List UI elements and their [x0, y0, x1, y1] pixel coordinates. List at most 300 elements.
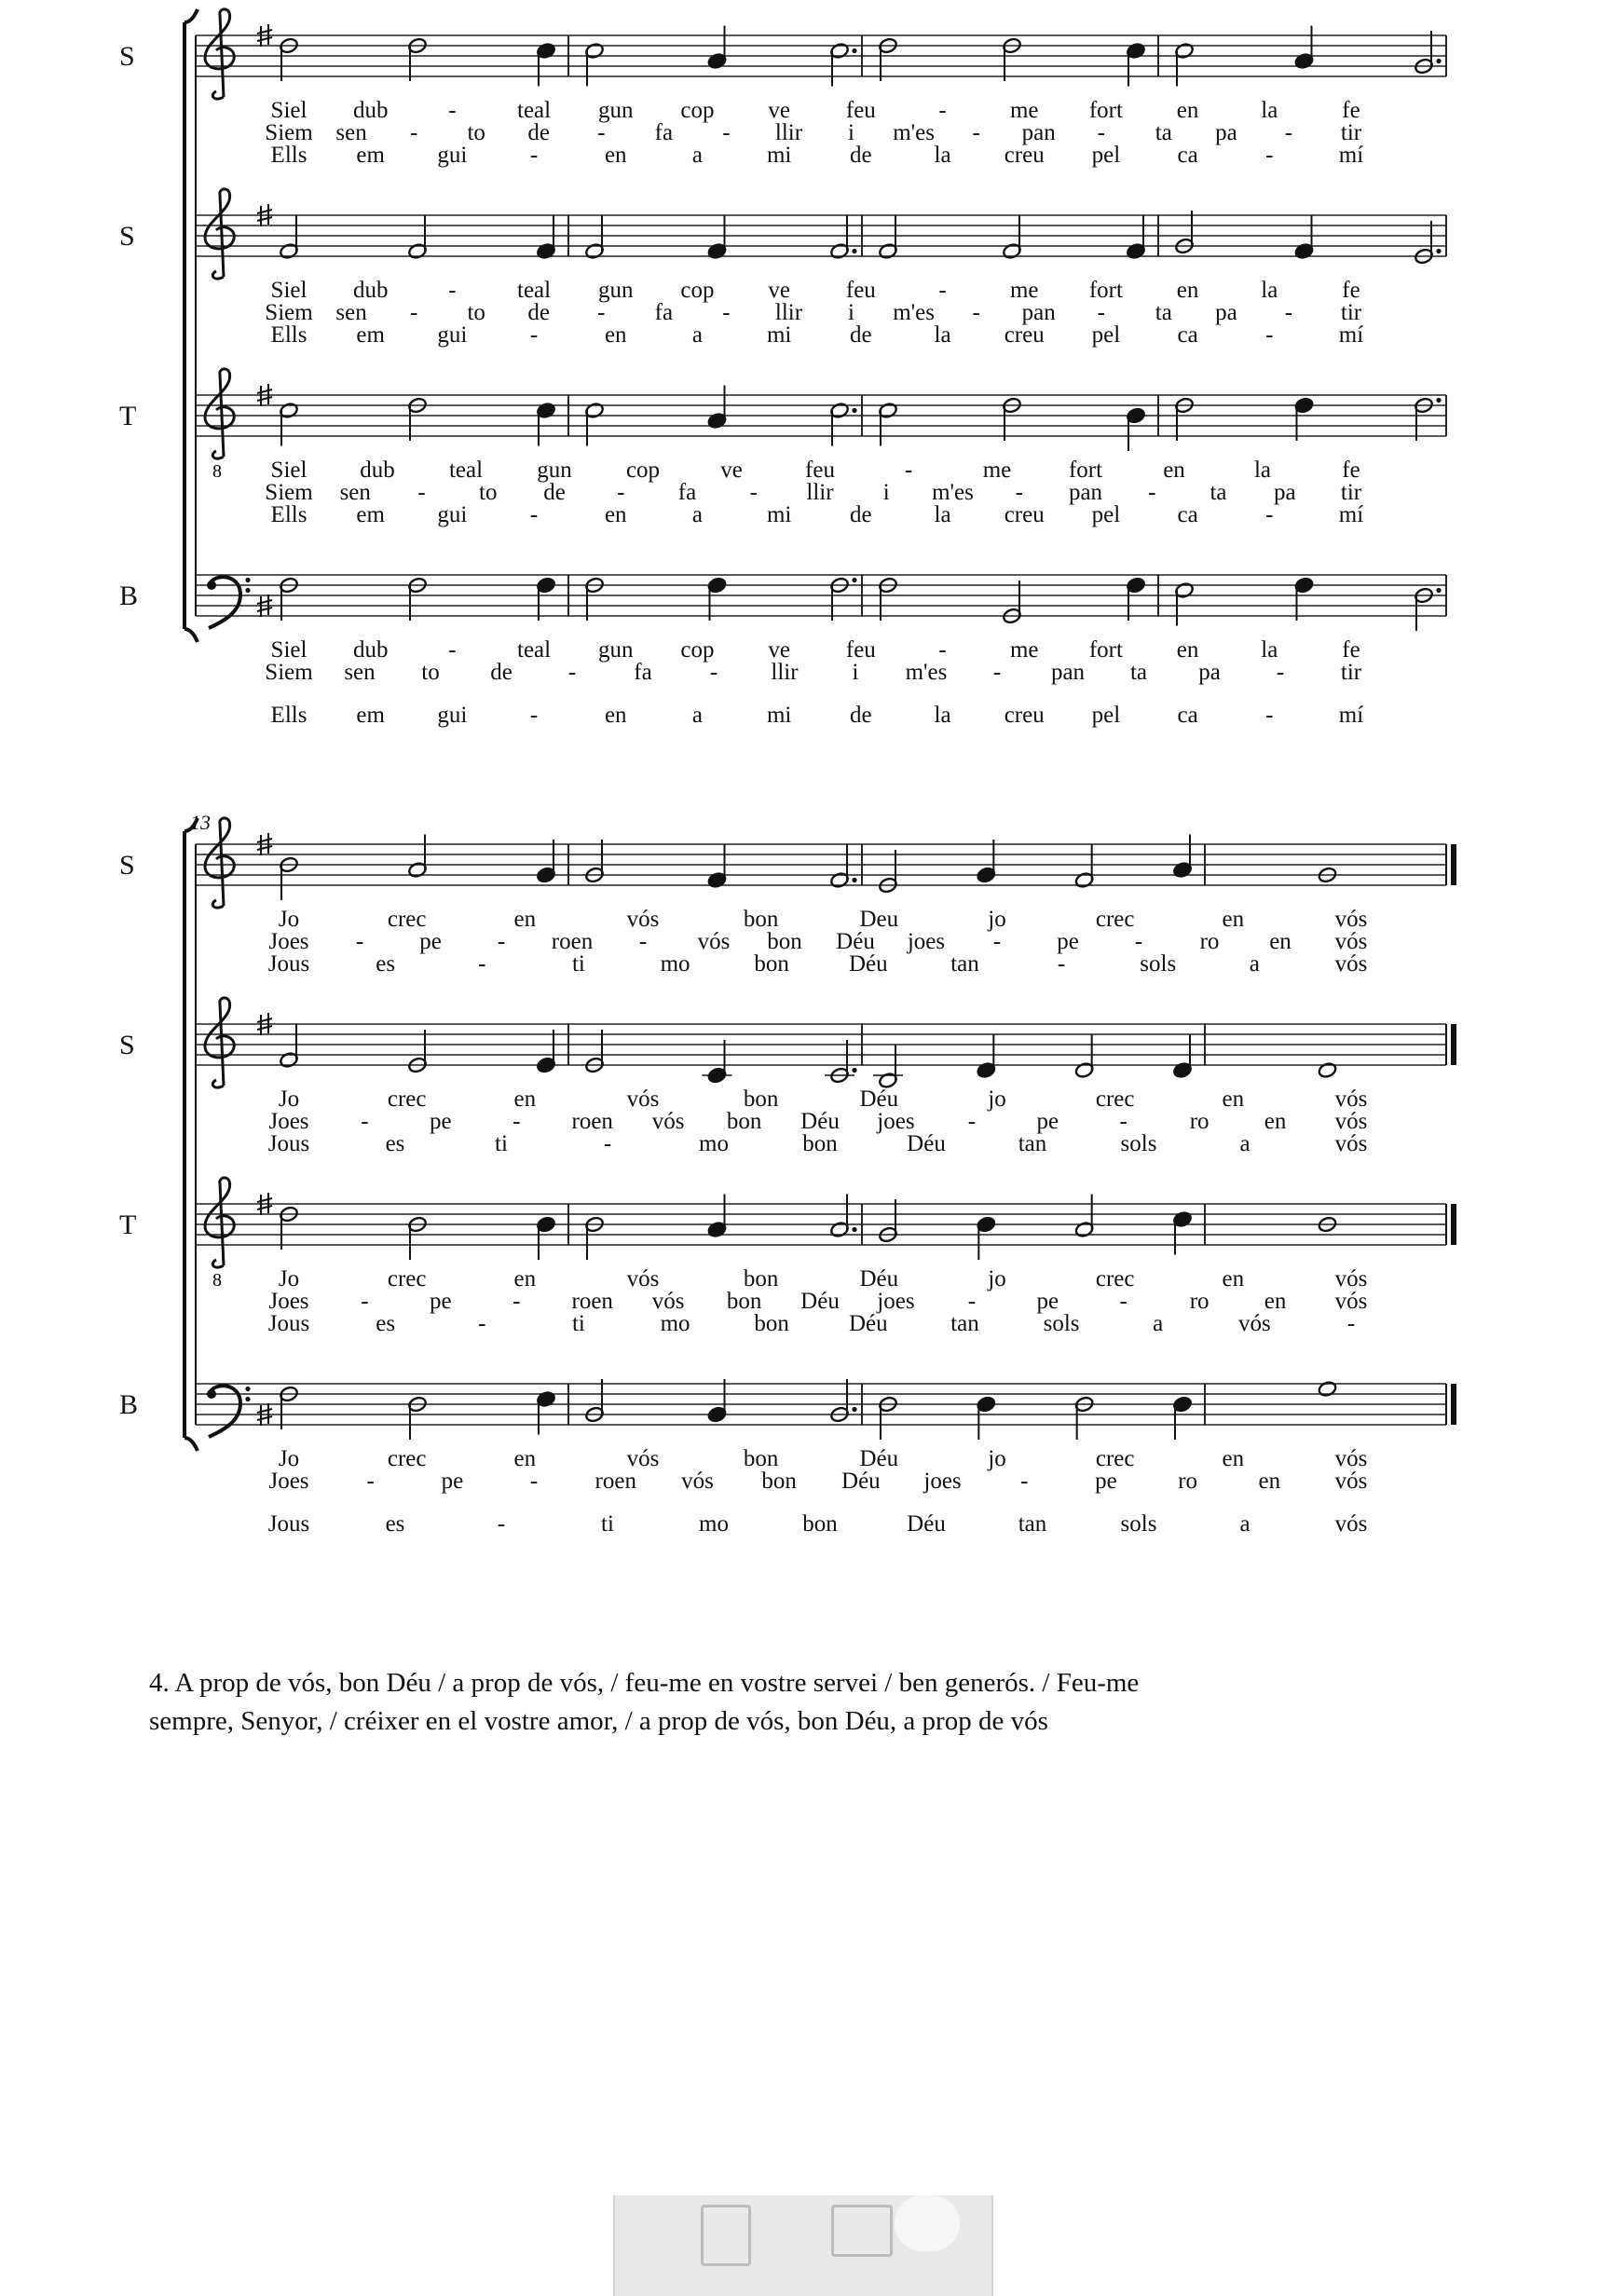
- lyric-syllable: -: [617, 480, 625, 505]
- lyric-syllable: m'es: [932, 480, 974, 505]
- lyric-syllable: -: [597, 120, 606, 145]
- lyric-syllable: sols: [1120, 1511, 1157, 1537]
- lyric-syllable: dub: [360, 458, 395, 483]
- lyric-syllable: en: [513, 1086, 537, 1112]
- lyric-syllable: teal: [517, 278, 552, 303]
- lyric-syllable: dub: [352, 278, 389, 303]
- lyric-syllable: -: [1276, 660, 1285, 685]
- lyric-syllable: -: [1097, 300, 1105, 325]
- lyric-syllable: Jo: [278, 1446, 300, 1471]
- lyric-syllable: ro: [1189, 1109, 1210, 1134]
- dot: [1436, 588, 1441, 593]
- lyric-syllable: mi: [766, 703, 792, 728]
- lyric-syllable: tan: [1018, 1511, 1047, 1537]
- lyric-syllable: creu: [1004, 703, 1045, 728]
- lyric-syllable: cop: [625, 458, 661, 483]
- lyric-syllable: ve: [720, 458, 743, 483]
- lyric-syllable: pe: [441, 1469, 464, 1494]
- lyric-syllable: en: [1264, 1109, 1287, 1134]
- lyric-syllable: feu: [805, 458, 835, 483]
- lyric-syllable: bon: [726, 1289, 762, 1314]
- lyric-syllable: -: [597, 300, 606, 325]
- bass-clef-dot: [207, 1389, 216, 1399]
- lyric-syllable: vós: [1334, 1086, 1368, 1112]
- lyric-syllable: joes: [907, 929, 946, 954]
- lyric-syllable: -: [638, 929, 648, 954]
- lyric-syllable: dub: [352, 98, 389, 123]
- lyric-syllable: -: [1346, 1311, 1356, 1336]
- dot: [852, 1407, 856, 1412]
- lyric-syllable: joes: [877, 1109, 915, 1134]
- lyric-syllable: en: [1176, 98, 1199, 123]
- voice-label: B: [119, 581, 139, 611]
- lyric-syllable: -: [1097, 120, 1105, 145]
- lyric-syllable: mo: [699, 1131, 729, 1156]
- lyric-syllable: m'es: [893, 300, 935, 325]
- lyric-syllable: la: [1261, 278, 1278, 303]
- lyric-syllable: -: [992, 660, 1002, 685]
- lyric-syllable: gun: [598, 637, 634, 663]
- lyric-syllable: crec: [1095, 1086, 1135, 1112]
- lyric-syllable: Déu: [848, 1311, 888, 1336]
- treble-clef-icon: [205, 189, 234, 279]
- lyric-syllable: -: [497, 929, 506, 954]
- lyric-syllable: i: [848, 120, 855, 145]
- lyric-syllable: em: [356, 322, 385, 348]
- window-icon: [895, 2195, 960, 2251]
- lyric-syllable: a: [691, 502, 704, 527]
- lyric-syllable: -: [709, 660, 718, 685]
- printer-icon: [701, 2205, 751, 2266]
- lyric-syllable: creu: [1004, 143, 1045, 168]
- lyric-syllable: crec: [387, 1086, 427, 1112]
- lyric-syllable: vós: [651, 1289, 685, 1314]
- lyric-syllable: -: [1265, 322, 1274, 348]
- lyric-syllable: cop: [680, 98, 715, 123]
- lyric-syllable: fort: [1068, 458, 1103, 483]
- lyric-syllable: feu: [845, 637, 876, 663]
- lyric-syllable: -: [409, 300, 418, 325]
- measure-number: 13: [190, 811, 211, 834]
- lyric-syllable: -: [529, 322, 539, 348]
- lyric-syllable: i: [882, 480, 890, 505]
- lyric-syllable: gui: [437, 143, 468, 168]
- bass-clef-dot: [245, 1387, 250, 1391]
- lyric-syllable: vós: [1334, 951, 1368, 977]
- lyric-syllable: -: [478, 951, 486, 977]
- dot: [852, 1068, 856, 1073]
- lyric-syllable: -: [448, 637, 457, 663]
- lyric-syllable: pe: [430, 1109, 452, 1134]
- lyric-syllable: gun: [598, 278, 634, 303]
- lyric-syllable: crec: [1095, 907, 1135, 932]
- lyric-syllable: Jo: [278, 907, 300, 932]
- dot: [852, 249, 856, 253]
- lyric-syllable: ti: [571, 1311, 585, 1336]
- lyric-syllable: bon: [761, 1469, 797, 1494]
- lyric-syllable: i: [848, 300, 855, 325]
- octave-eight: 8: [212, 461, 222, 482]
- lyric-syllable: ca: [1177, 502, 1198, 527]
- voice-label: T: [119, 1210, 137, 1240]
- lyric-syllable: vós: [1334, 1131, 1368, 1156]
- lyric-syllable: pe: [419, 929, 442, 954]
- lyric-syllable: Joes: [268, 1469, 309, 1494]
- lyric-syllable: sols: [1120, 1131, 1157, 1156]
- lyric-syllable: fort: [1088, 278, 1123, 303]
- lyric-syllable: -: [448, 98, 457, 123]
- lyric-syllable: bon: [802, 1131, 838, 1156]
- lyric-syllable: -: [938, 98, 947, 123]
- lyric-syllable: pel: [1091, 143, 1121, 168]
- final-barline: [1451, 1024, 1456, 1065]
- lyric-syllable: a: [691, 322, 704, 348]
- lyric-syllable: en: [513, 1446, 537, 1471]
- lyric-syllable: sen: [335, 120, 367, 145]
- lyric-syllable: la: [1261, 637, 1278, 663]
- lyric-syllable: -: [1265, 502, 1274, 527]
- lyric-syllable: la: [934, 143, 951, 168]
- lyric-syllable: Joes: [268, 1109, 309, 1134]
- lyric-syllable: ve: [768, 98, 790, 123]
- lyric-syllable: la: [934, 703, 951, 728]
- voice-label: S: [119, 1030, 135, 1060]
- lyric-syllable: ve: [768, 637, 790, 663]
- lyric-syllable: ca: [1177, 703, 1198, 728]
- lyric-syllable: tir: [1340, 300, 1362, 325]
- lyric-syllable: pe: [1095, 1469, 1117, 1494]
- octave-eight: 8: [212, 1270, 222, 1291]
- lyric-syllable: vós: [626, 1266, 660, 1292]
- dot: [1436, 249, 1441, 253]
- lyric-syllable: en: [513, 1266, 537, 1292]
- lyric-syllable: bon: [743, 1266, 779, 1292]
- lyric-syllable: Ells: [270, 703, 308, 728]
- lyric-syllable: mí: [1338, 703, 1364, 728]
- lyric-syllable: Déu: [841, 1469, 881, 1494]
- lyric-syllable: Siem: [265, 300, 313, 325]
- lyric-syllable: a: [691, 703, 704, 728]
- lyric-syllable: vós: [681, 1469, 714, 1494]
- lyric-syllable: -: [529, 1469, 539, 1494]
- lyric-syllable: tan: [1018, 1131, 1047, 1156]
- lyric-syllable: roen: [551, 929, 594, 954]
- lyric-syllable: -: [992, 929, 1002, 954]
- lyric-syllable: Siel: [270, 278, 308, 303]
- lyric-syllable: Siel: [270, 458, 308, 483]
- lyric-syllable: fe: [1342, 458, 1360, 483]
- lyric-syllable: fa: [634, 660, 652, 685]
- lyric-syllable: en: [1176, 637, 1199, 663]
- lyric-syllable: Ells: [270, 502, 308, 527]
- lyric-syllable: vós: [697, 929, 731, 954]
- film-icon: [831, 2205, 893, 2257]
- lyric-syllable: de: [850, 143, 872, 168]
- lyric-syllable: mo: [699, 1511, 729, 1537]
- lyric-syllable: ro: [1199, 929, 1220, 954]
- lyric-syllable: a: [1249, 951, 1260, 977]
- lyric-syllable: Deu: [859, 907, 899, 932]
- final-barline: [1451, 844, 1456, 885]
- lyric-syllable: -: [529, 502, 539, 527]
- treble-clef-icon: [205, 369, 234, 458]
- lyric-syllable: joes: [923, 1469, 962, 1494]
- lyric-syllable: i: [852, 660, 859, 685]
- lyric-syllable: Joes: [268, 1289, 309, 1314]
- lyric-syllable: -: [1134, 929, 1143, 954]
- lyric-syllable: -: [497, 1511, 506, 1537]
- lyric-syllable: Ells: [270, 143, 308, 168]
- lyric-syllable: Déu: [859, 1086, 899, 1112]
- lyric-syllable: vós: [1334, 1469, 1368, 1494]
- lyric-syllable: bon: [743, 907, 779, 932]
- final-barline: [1451, 1384, 1456, 1425]
- lyric-syllable: Déu: [848, 951, 888, 977]
- lyric-syllable: Déu: [859, 1446, 899, 1471]
- treble-clef-icon: [205, 1178, 234, 1267]
- lyric-syllable: pe: [1057, 929, 1079, 954]
- lyric-syllable: crec: [387, 907, 427, 932]
- voice-label: T: [119, 401, 137, 431]
- voice-label: S: [119, 850, 135, 881]
- lyric-syllable: crec: [1095, 1266, 1135, 1292]
- lyric-syllable: dub: [352, 637, 389, 663]
- lyric-syllable: en: [604, 322, 627, 348]
- verse-line-1: 4. A prop de vós, bon Déu / a prop de vós, / feu-me en vostre servei / ben generós. / Feu-me: [149, 1668, 1140, 1698]
- lyric-syllable: Siem: [265, 120, 313, 145]
- voice-label: S: [119, 41, 135, 72]
- lyric-syllable: bon: [743, 1086, 779, 1112]
- lyric-syllable: Jo: [278, 1086, 300, 1112]
- lyric-syllable: joes: [877, 1289, 915, 1314]
- lyric-syllable: tan: [950, 1311, 979, 1336]
- lyric-syllable: -: [529, 703, 539, 728]
- lyric-syllable: de: [850, 703, 872, 728]
- lyric-syllable: a: [1153, 1311, 1164, 1336]
- lyric-syllable: a: [1239, 1511, 1250, 1537]
- lyric-syllable: -: [512, 1109, 521, 1134]
- lyric-syllable: pa: [1198, 660, 1221, 685]
- lyric-syllable: gun: [537, 458, 572, 483]
- lyric-syllable: pa: [1215, 300, 1237, 325]
- lyric-syllable: gui: [437, 322, 468, 348]
- lyric-syllable: Déu: [800, 1109, 840, 1134]
- lyric-syllable: a: [1239, 1131, 1250, 1156]
- lyric-syllable: tan: [950, 951, 979, 977]
- lyric-syllable: en: [604, 143, 627, 168]
- lyric-syllable: Jo: [278, 1266, 300, 1292]
- lyric-syllable: es: [385, 1131, 405, 1156]
- scanner-stamp: [613, 2195, 993, 2296]
- lyric-syllable: en: [1264, 1289, 1287, 1314]
- lyric-syllable: crec: [387, 1266, 427, 1292]
- treble-clef-icon: [205, 9, 234, 99]
- lyric-syllable: es: [376, 1311, 396, 1336]
- lyric-syllable: vós: [1334, 907, 1368, 932]
- lyric-syllable: sen: [339, 480, 371, 505]
- lyric-syllable: ti: [495, 1131, 508, 1156]
- lyric-syllable: -: [722, 300, 731, 325]
- lyric-syllable: en: [1222, 1446, 1245, 1471]
- lyric-syllable: -: [567, 660, 577, 685]
- lyric-syllable: Jous: [267, 951, 310, 977]
- lyric-syllable: -: [361, 1289, 369, 1314]
- lyric-syllable: en: [1269, 929, 1292, 954]
- lyric-syllable: Siel: [270, 98, 308, 123]
- lyric-syllable: Déu: [859, 1266, 899, 1292]
- lyric-syllable: me: [1009, 98, 1039, 123]
- lyric-syllable: -: [366, 1469, 375, 1494]
- lyric-syllable: ta: [1210, 480, 1227, 505]
- lyric-syllable: Joes: [268, 929, 309, 954]
- lyric-syllable: me: [1009, 278, 1039, 303]
- lyric-syllable: llir: [771, 660, 799, 685]
- lyric-syllable: -: [1119, 1289, 1128, 1314]
- lyric-syllable: en: [1176, 278, 1199, 303]
- lyric-syllable: vós: [651, 1109, 685, 1134]
- lyric-syllable: bon: [754, 951, 789, 977]
- lyric-syllable: de: [527, 300, 551, 325]
- lyric-syllable: llir: [774, 120, 803, 145]
- lyric-syllable: llir: [774, 300, 803, 325]
- lyric-syllable: vós: [626, 1446, 660, 1471]
- lyric-syllable: roen: [571, 1289, 613, 1314]
- lyric-syllable: Déu: [800, 1289, 840, 1314]
- lyric-syllable: gui: [437, 703, 468, 728]
- lyric-syllable: vós: [1334, 1109, 1368, 1134]
- lyric-syllable: -: [967, 1109, 977, 1134]
- lyric-syllable: -: [967, 1289, 977, 1314]
- dot: [852, 578, 856, 582]
- lyric-syllable: jo: [988, 1446, 1006, 1471]
- dot: [1436, 59, 1441, 63]
- lyric-syllable: en: [604, 703, 627, 728]
- dot: [1436, 398, 1441, 403]
- bass-clef-dot: [245, 588, 250, 593]
- lyric-syllable: de: [850, 322, 872, 348]
- lyric-syllable: ro: [1178, 1469, 1198, 1494]
- lyric-syllable: m'es: [905, 660, 948, 685]
- lyric-syllable: en: [1258, 1469, 1281, 1494]
- lyric-syllable: pe: [430, 1289, 452, 1314]
- lyric-syllable: la: [1253, 458, 1272, 483]
- lyric-syllable: en: [513, 907, 537, 932]
- lyric-syllable: -: [904, 458, 913, 483]
- lyric-syllable: crec: [387, 1446, 427, 1471]
- lyric-syllable: fe: [1342, 98, 1360, 123]
- lyric-syllable: vós: [1334, 1446, 1368, 1471]
- lyric-syllable: mo: [660, 1311, 690, 1336]
- lyric-syllable: Déu: [836, 929, 875, 954]
- lyric-syllable: sen: [335, 300, 367, 325]
- lyric-syllable: mí: [1338, 502, 1364, 527]
- lyric-syllable: teal: [517, 98, 552, 123]
- lyric-syllable: to: [421, 660, 440, 685]
- lyric-syllable: ve: [768, 278, 790, 303]
- lyric-syllable: pe: [1036, 1109, 1059, 1134]
- lyric-syllable: ti: [601, 1511, 614, 1537]
- lyric-syllable: vós: [1334, 929, 1368, 954]
- lyric-syllable: vós: [1334, 1511, 1368, 1537]
- lyric-syllable: cop: [680, 278, 715, 303]
- lyric-syllable: pan: [1021, 300, 1056, 325]
- lyric-syllable: -: [512, 1289, 521, 1314]
- lyric-syllable: fe: [1342, 278, 1360, 303]
- lyric-syllable: de: [543, 480, 566, 505]
- lyric-syllable: bon: [743, 1446, 779, 1471]
- lyric-syllable: fa: [677, 480, 697, 505]
- lyric-syllable: -: [749, 480, 758, 505]
- lyric-syllable: feu: [845, 278, 876, 303]
- treble-clef-icon: [205, 998, 234, 1087]
- lyric-syllable: vós: [626, 1086, 660, 1112]
- lyric-syllable: to: [479, 480, 498, 505]
- lyric-syllable: pan: [1068, 480, 1103, 505]
- lyric-syllable: de: [850, 502, 872, 527]
- lyric-syllable: -: [478, 1311, 486, 1336]
- lyric-syllable: ca: [1177, 322, 1198, 348]
- lyric-syllable: me: [1009, 637, 1039, 663]
- lyric-syllable: -: [1057, 951, 1066, 977]
- lyric-syllable: fe: [1342, 637, 1360, 663]
- lyric-syllable: bon: [754, 1311, 789, 1336]
- lyric-syllable: es: [385, 1511, 405, 1537]
- lyric-syllable: vós: [1237, 1311, 1271, 1336]
- lyric-syllable: en: [1163, 458, 1185, 483]
- lyric-syllable: mí: [1338, 143, 1364, 168]
- lyric-syllable: creu: [1004, 322, 1045, 348]
- lyric-syllable: Ells: [270, 322, 308, 348]
- lyric-syllable: teal: [448, 458, 484, 483]
- lyric-syllable: Siem: [265, 660, 313, 685]
- lyric-syllable: pa: [1215, 120, 1237, 145]
- lyric-syllable: to: [467, 120, 485, 145]
- lyric-syllable: -: [1020, 1469, 1029, 1494]
- lyric-syllable: a: [691, 143, 704, 168]
- lyric-syllable: ta: [1155, 300, 1172, 325]
- lyric-syllable: la: [1261, 98, 1278, 123]
- lyric-syllable: en: [1222, 1266, 1245, 1292]
- lyric-syllable: roen: [594, 1469, 636, 1494]
- lyric-syllable: creu: [1004, 502, 1045, 527]
- lyric-syllable: la: [934, 322, 951, 348]
- lyric-syllable: Jous: [267, 1131, 310, 1156]
- voice-label: S: [119, 221, 135, 252]
- lyric-syllable: en: [1222, 907, 1245, 932]
- lyric-syllable: de: [490, 660, 512, 685]
- note-head: [1318, 1380, 1338, 1398]
- lyric-syllable: en: [1222, 1086, 1245, 1112]
- lyric-syllable: -: [409, 120, 418, 145]
- lyric-syllable: gui: [437, 502, 468, 527]
- lyric-syllable: mí: [1338, 322, 1364, 348]
- lyric-syllable: ti: [571, 951, 585, 977]
- lyric-syllable: -: [529, 143, 539, 168]
- lyric-syllable: -: [1119, 1109, 1128, 1134]
- lyric-syllable: -: [938, 637, 947, 663]
- lyric-syllable: mi: [766, 322, 792, 348]
- lyric-syllable: ca: [1177, 143, 1198, 168]
- lyric-syllable: to: [467, 300, 485, 325]
- final-barline: [1451, 1204, 1456, 1245]
- dot: [852, 48, 856, 53]
- voice-label: B: [119, 1389, 139, 1420]
- lyric-syllable: pel: [1091, 502, 1121, 527]
- lyric-syllable: bon: [767, 929, 802, 954]
- lyric-syllable: sols: [1043, 1311, 1080, 1336]
- verse-4: [149, 1664, 1388, 1741]
- lyric-syllable: fort: [1088, 98, 1123, 123]
